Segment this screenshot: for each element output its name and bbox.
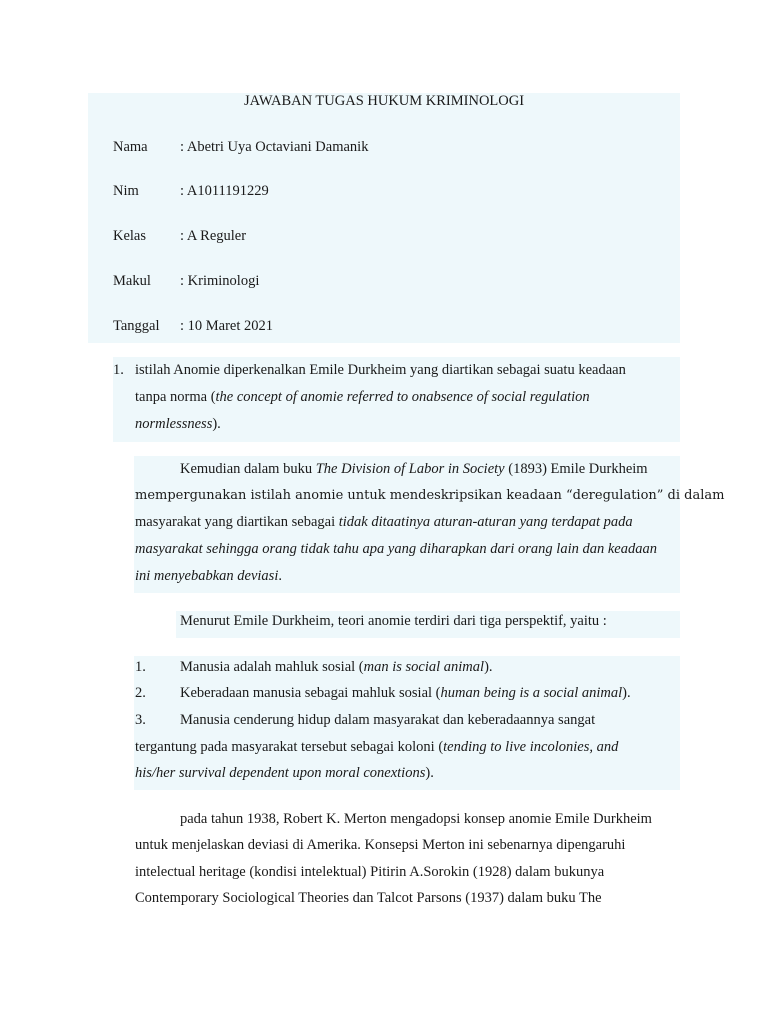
italic-run: the concept of anomie referred to onabsence of social regulation bbox=[215, 389, 590, 405]
text-run: Keberadaan manusia sebagai mahluk sosial ( bbox=[180, 685, 441, 701]
document-title: JAWABAN TUGAS HUKUM KRIMINOLOGI bbox=[243, 93, 525, 109]
text-run: (1893) Emile Durkheim bbox=[504, 461, 648, 477]
field-label: Makul bbox=[113, 273, 151, 289]
section1-number: 1. bbox=[113, 362, 124, 378]
text-run: . bbox=[278, 568, 282, 584]
text-run: ). bbox=[212, 416, 221, 432]
list-item-3-line3 bbox=[135, 765, 434, 782]
para4-line1: pada tahun 1938, Robert K. Merton mengadopsi konsep anomie Emile Durkheim bbox=[180, 811, 652, 827]
header-highlight bbox=[88, 93, 680, 343]
list-item-3-line1: Manusia cenderung hidup dalam masyarakat dan keberadaannya sangat bbox=[180, 712, 596, 728]
section1-line2 bbox=[135, 389, 677, 406]
field-value: : Kriminologi bbox=[180, 273, 260, 289]
section1-line1: istilah Anomie diperkenalkan Emile Durkheim yang diartikan sebagai suatu keadaan bbox=[135, 362, 626, 378]
italic-run: human being is a social animal bbox=[440, 685, 623, 701]
text-run: ). bbox=[425, 765, 434, 781]
italic-run: ini menyebabkan deviasi bbox=[135, 568, 279, 584]
text-run: masyarakat yang diartikan sebagai bbox=[135, 514, 339, 530]
italic-run: The Division of Labor in Society bbox=[315, 461, 505, 477]
field-label: Kelas bbox=[113, 228, 147, 244]
field-value: : 10 Maret 2021 bbox=[180, 318, 274, 334]
list-item-3-number: 3. bbox=[135, 712, 146, 728]
text-run: tanpa norma ( bbox=[135, 389, 216, 405]
section1-line3 bbox=[135, 416, 221, 433]
para4-line3: intelectual heritage (kondisi intelektual) Pitirin A.Sorokin (1928) dalam bukunya bbox=[135, 864, 605, 880]
list-item-2 bbox=[180, 685, 631, 702]
para2-line5 bbox=[135, 568, 282, 585]
list-item-2-number: 2. bbox=[135, 685, 146, 701]
field-label: Nim bbox=[113, 183, 139, 199]
text-run: Kemudian dalam buku bbox=[180, 461, 316, 477]
text-run: ). bbox=[622, 685, 631, 701]
italic-run: tidak ditaatinya aturan-aturan yang terdapat pada bbox=[338, 514, 633, 530]
text-run: tergantung pada masyarakat tersebut sebagai koloni ( bbox=[135, 739, 444, 755]
field-label: Nama bbox=[113, 139, 148, 155]
field-value: : A Reguler bbox=[180, 228, 247, 244]
list-item-1-number: 1. bbox=[135, 659, 146, 675]
para2-line4 bbox=[135, 541, 677, 558]
italic-run: his/her survival dependent upon moral conextions bbox=[135, 765, 426, 781]
field-label: Tanggal bbox=[113, 318, 160, 334]
text-run: ). bbox=[484, 659, 493, 675]
field-value: : Abetri Uya Octaviani Damanik bbox=[180, 139, 369, 155]
list-item-1 bbox=[180, 659, 493, 676]
para3-text: Menurut Emile Durkheim, teori anomie terdiri dari tiga perspektif, yaitu : bbox=[180, 613, 607, 629]
para2-line1 bbox=[180, 461, 677, 478]
italic-run: man is social animal bbox=[363, 659, 485, 675]
list-item-3-line2 bbox=[135, 739, 677, 756]
para2-line2: mempergunakan istilah anomie untuk mendeskripsikan keadaan “deregulation” di dalam bbox=[135, 488, 725, 503]
field-value: : A1011191229 bbox=[180, 183, 269, 199]
text-run: Manusia adalah mahluk sosial ( bbox=[180, 659, 364, 675]
para4-line4: Contemporary Sociological Theories dan Talcot Parsons (1937) dalam buku The bbox=[135, 890, 602, 906]
italic-run: normlessness bbox=[135, 416, 213, 432]
italic-run: masyarakat sehingga orang tidak tahu apa yang diharapkan dari orang lain dan keadaan bbox=[135, 541, 657, 557]
italic-run: tending to live incolonies, and bbox=[443, 739, 619, 755]
para2-line3 bbox=[135, 514, 677, 531]
para4-line2: untuk menjelaskan deviasi di Amerika. Konsepsi Merton ini sebenarnya dipengaruhi bbox=[135, 837, 626, 853]
